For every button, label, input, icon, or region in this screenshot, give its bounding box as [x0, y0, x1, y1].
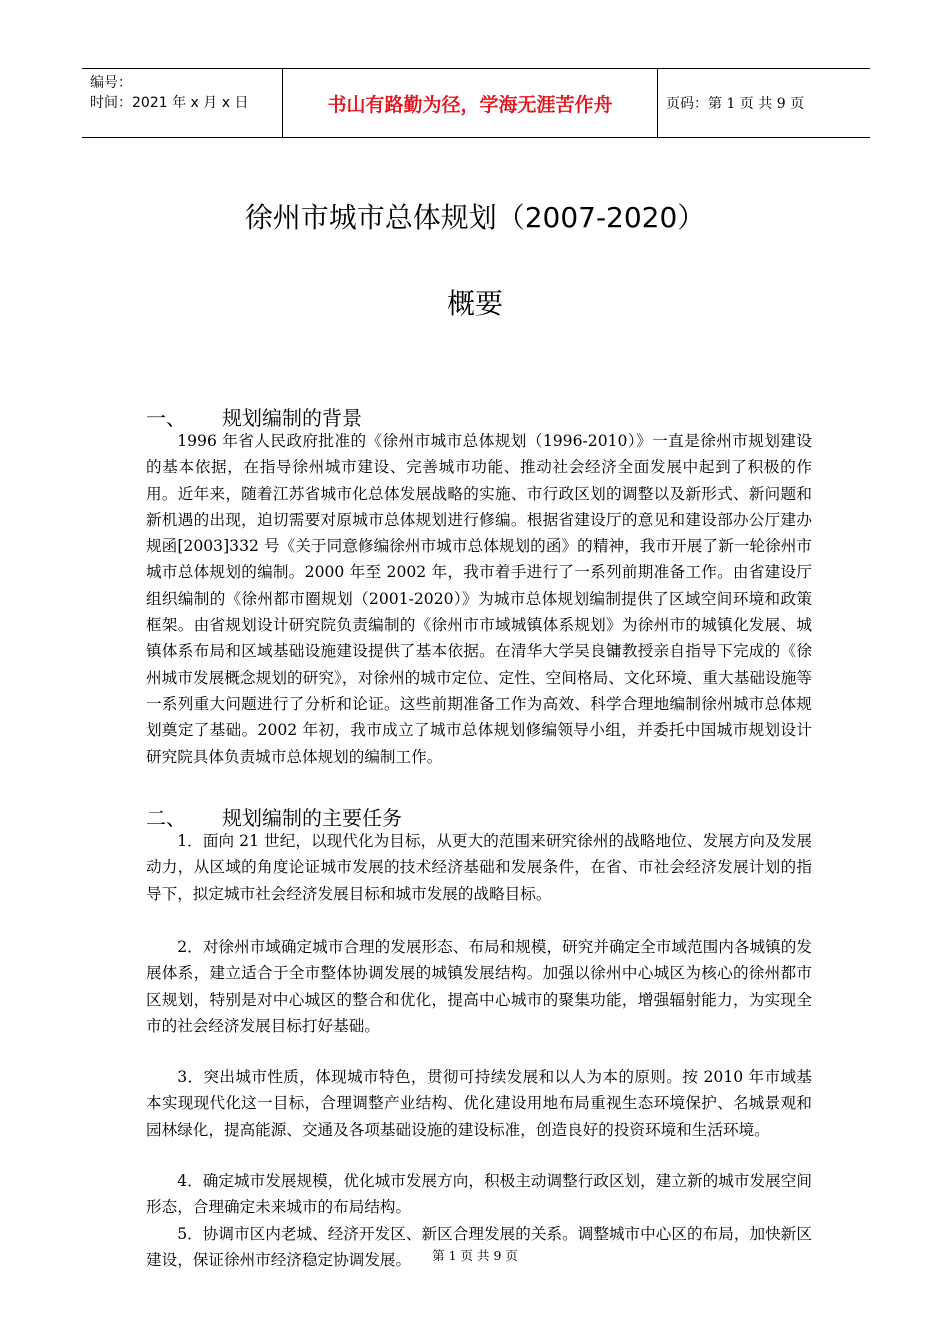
document-header	[82, 68, 870, 138]
document-subtitle: 概要	[446, 287, 503, 320]
task-item-4: 4．确定城市发展规模，优化城市发展方向，积极主动调整行政区划，建立新的城市发展空间形态，合理确定未来城市的布局结构。	[146, 1172, 812, 1217]
paragraph: 1996 年省人民政府批准的《徐州市城市总体规划（1996-2010）》一直是徐州市规划建设的基本依据，在指导徐州城市建设、完善城市功能、推动社会经济全面发展中起到了积极的作用。近年来，随着江苏省城市化总体发展战略的实施、市行政区划的调整以及新形式、新问题和新机遇的出现，迫切需要对原城市总体规划进行修编。根据省建设厅的意见和建设部办公厅建办规函[2003]332 号《关于同意修编徐州市城市总体规划的函》的精神，我市开展了新一轮徐州市城市总体规划的编制。2000 年至 2002 年，我市着手进行了一系列前期准备工作。由省建设厅组织编制的《徐州都市圈规划（2001-2020）》为城市总体规划编制提供了区域空间环境和政策框架。由省规划设计研究院负责编制的《徐州市市域城镇体系规划》为徐州市的城镇化发展、城镇体系布局和区域基础设施建设提供了基本依据。在清华大学吴良镛教授亲自指导下完成的《徐州城市发展概念规划的研究》，对徐州的城市定位、定性、空间格局、文化环境、重大基础设施等一系列重大问题进行了分析和论证。这些前期准备工作为高效、科学合理地编制徐州城市总体规划奠定了基础。2002 年初，我市成立了城市总体规划修编领导小组，并委托中国城市规划设计研究院具体负责城市总体规划的编制工作。	[146, 432, 812, 766]
header-meta	[82, 69, 282, 137]
header-page-info: 页码：第 1 页 共 9 页	[666, 96, 805, 112]
task-item-1: 1．面向 21 世纪，以现代化为目标，从更大的范围来研究徐州的战略地位、发展方向及发展动力，从区域的角度论证城市发展的技术经济基础和发展条件，在省、市社会经济发展计划的指导下，拟定城市社会经济发展目标和城市发展的战略目标。	[146, 832, 812, 903]
task-item-2: 2．对徐州市域确定城市合理的发展形态、布局和规模，研究并确定全市域范围内各城镇的发展体系，建立适合于全市整体协调发展的城镇发展结构。加强以徐州中心城区为核心的徐州都市区规划，特别是对中心城区的整合和优化，提高中心城市的聚集功能，增强辐射能力，为实现全市的社会经济发展目标打好基础。	[146, 938, 812, 1035]
section-title: 规划编制的主要任务	[222, 806, 402, 830]
task-item-5: 5．协调市区内老城、经济开发区、新区合理发展的关系。调整城市中心区的布局，加快新区建设，保证徐州市经济稳定协调发展。	[146, 1225, 812, 1270]
task-item-3: 3．突出城市性质，体现城市特色，贯彻可持续发展和以人为本的原则。按 2010 年市域基本实现现代化这一目标，合理调整产业结构、优化建设用地布局重视生态环境保护、名城景观和园林绿化，提高能源、交通及各项基础设施的建设标准，创造良好的投资环境和生活环境。	[146, 1068, 812, 1139]
section-number: 一、	[146, 406, 186, 430]
section-number: 二、	[146, 806, 186, 830]
header-time-label: 时间：2021 年 x 月 x 日	[90, 95, 249, 111]
page-footer: 第 1 页 共 9 页	[432, 1248, 518, 1263]
header-number-label: 编号：	[90, 75, 132, 91]
section-heading-tasks	[146, 802, 402, 831]
section-title: 规划编制的背景	[222, 406, 362, 430]
document-title: 徐州市城市总体规划（2007-2020）	[244, 201, 706, 234]
section-heading-background	[146, 402, 362, 431]
header-motto: 书山有路勤为径，学海无涯苦作舟	[282, 69, 658, 137]
